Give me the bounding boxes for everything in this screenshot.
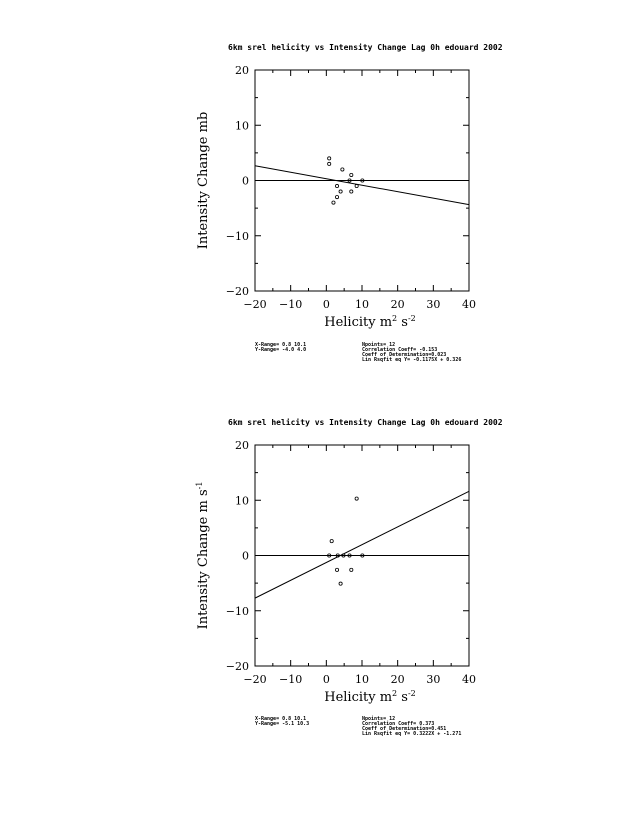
x-tick-label: 10 xyxy=(355,298,369,311)
x-tick-label: −20 xyxy=(243,298,267,311)
stat-npoints: Npoints= 12 xyxy=(362,342,396,348)
chart-title: 6km srel helicity vs Intensity Change Lag 0h edouard 2002 xyxy=(228,43,503,52)
stat-npoints: Npoints= 12 xyxy=(362,716,396,722)
regression-line xyxy=(255,491,469,598)
y-axis-label: Intensity Change mb xyxy=(196,111,211,250)
data-point xyxy=(350,568,353,571)
data-point xyxy=(350,173,353,176)
data-point xyxy=(335,195,338,198)
x-tick-label: −20 xyxy=(243,673,267,686)
x-tick-label: 40 xyxy=(462,298,476,311)
stat-x-range: X-Range= 0.8 10.1 xyxy=(255,716,307,722)
y-tick-label: −20 xyxy=(225,660,249,673)
chart-title: 6km srel helicity vs Intensity Change Lag 0h edouard 2002 xyxy=(228,418,503,427)
x-tick-label: 10 xyxy=(355,673,369,686)
data-point xyxy=(350,190,353,193)
data-point xyxy=(341,168,344,171)
data-point xyxy=(339,582,342,585)
data-point xyxy=(328,162,331,165)
data-point xyxy=(335,184,338,187)
stat-determination: Coeff of Determination=0.023 xyxy=(362,352,447,358)
y-tick-label: 10 xyxy=(235,119,249,133)
y-tick-label: 10 xyxy=(235,494,249,508)
y-tick-label: −20 xyxy=(225,285,249,298)
x-tick-label: 0 xyxy=(322,673,330,686)
y-tick-label: −10 xyxy=(225,229,249,243)
data-point xyxy=(332,201,335,204)
stats-block xyxy=(255,716,461,737)
data-point xyxy=(328,157,331,160)
x-tick-label: −10 xyxy=(279,673,303,686)
y-tick-label: 20 xyxy=(235,64,249,77)
stat-fit-equation: Lin Rsqfit eq Y= 0.3222X + -1.271 xyxy=(362,731,462,737)
stat-y-range: Y-Range= -5.1 10.3 xyxy=(255,721,310,727)
y-tick-label: 0 xyxy=(242,549,249,563)
stat-correlation: Correlation Coeff= -0.153 xyxy=(362,347,438,353)
x-tick-label: 40 xyxy=(462,673,476,686)
stat-determination: Coeff of Determination=0.451 xyxy=(362,726,447,732)
y-axis-label: Intensity Change m $s^{-1}$ xyxy=(195,481,211,630)
y-tick-label: −10 xyxy=(225,604,249,618)
regression-line xyxy=(255,166,469,205)
x-tick-label: 0 xyxy=(322,298,330,311)
x-tick-label: 30 xyxy=(426,298,441,311)
chart-top xyxy=(196,42,503,363)
y-tick-label: 20 xyxy=(235,439,249,452)
stat-fit-equation: Lin Rsqfit eq Y= -0.1175X + 0.326 xyxy=(362,357,462,363)
y-tick-label: 0 xyxy=(242,174,249,188)
stat-correlation: Correlation Coeff= 0.373 xyxy=(362,721,435,727)
stat-x-range: X-Range= 0.8 10.1 xyxy=(255,342,307,348)
x-tick-label: 30 xyxy=(426,673,441,686)
stats-block xyxy=(255,342,461,363)
x-axis-label: Helicity $m^2$ $s^{-2}$ xyxy=(324,314,416,330)
x-tick-label: −10 xyxy=(279,298,303,311)
stat-y-range: Y-Range= -4.0 4.0 xyxy=(255,347,307,353)
chart-bottom xyxy=(195,417,503,737)
data-point xyxy=(339,190,342,193)
data-point xyxy=(335,568,338,571)
x-tick-label: 20 xyxy=(390,298,405,311)
data-point xyxy=(355,184,358,187)
x-tick-label: 20 xyxy=(390,673,405,686)
x-axis-label: Helicity $m^2$ $s^{-2}$ xyxy=(324,689,416,705)
data-point xyxy=(330,540,333,543)
data-point xyxy=(355,497,358,500)
